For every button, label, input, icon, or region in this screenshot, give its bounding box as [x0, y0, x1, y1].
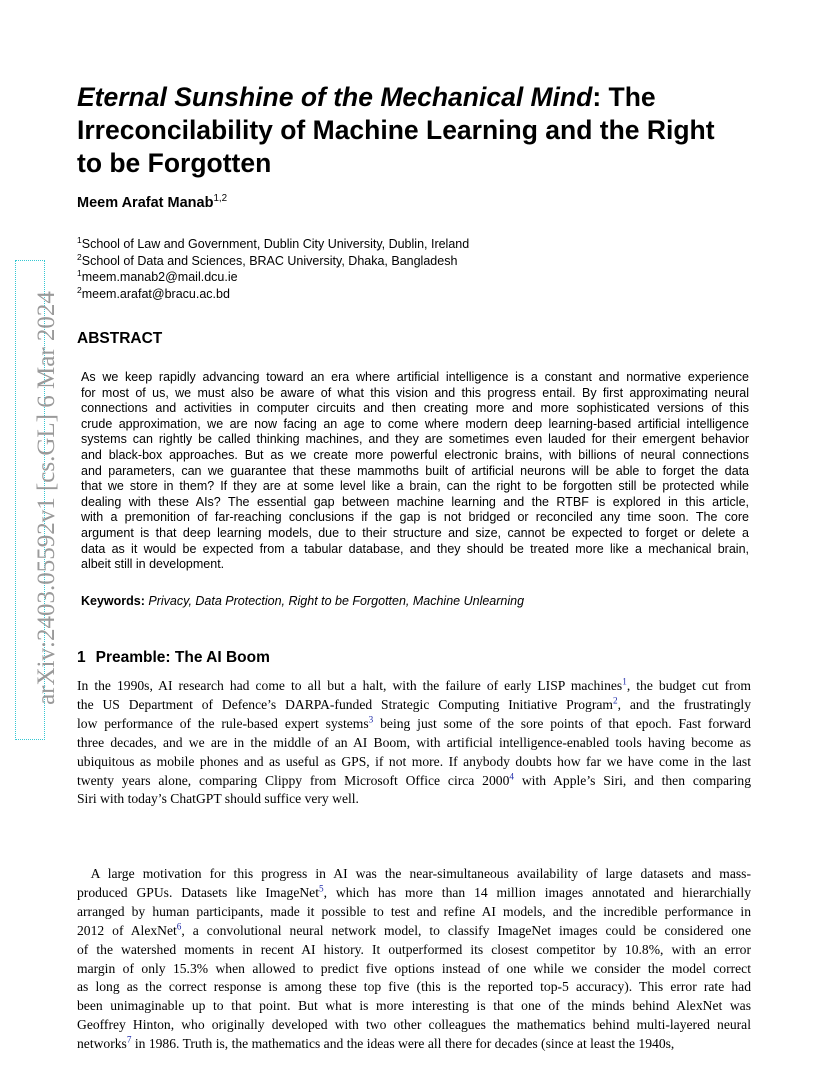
line-text: 2012 of AlexNet	[77, 922, 177, 938]
affiliation-line	[77, 236, 469, 253]
title-line-3: to be Forgotten	[77, 148, 272, 178]
affiliation-text: School of Data and Sciences, BRAC University, Dhaka, Bangladesh	[81, 253, 458, 268]
line-text: being just some of the sore points of that epoch. Fast forward	[373, 715, 751, 731]
paragraph-line	[77, 734, 751, 753]
paragraph-line	[77, 696, 751, 715]
paragraph-line	[77, 997, 751, 1016]
paragraph-line	[77, 677, 751, 696]
line-text: produced GPUs. Datasets like ImageNet	[77, 884, 319, 900]
footnote-link[interactable]: 1	[622, 676, 627, 687]
line-text: been unimaginable up to that point. But what is more interesting is that one of the minds behind AlexNet was	[77, 998, 751, 1014]
paragraph-line	[77, 772, 751, 791]
arxiv-stamp: arXiv:2403.05592v1 [cs.GL] 6 Mar 2024	[33, 291, 60, 705]
section-title: Preamble: The AI Boom	[95, 649, 270, 666]
line-text: the US Department of Defence’s DARPA-funded Strategic Computing Initiative Program	[77, 696, 613, 712]
affiliation-line	[77, 253, 469, 270]
email-line	[77, 269, 469, 286]
abstract-line: and parameters, can we guarantee that these mammoths built of artificial neurons will be able to forget the data	[81, 463, 749, 478]
footnote-link[interactable]: 7	[126, 1034, 132, 1045]
keywords	[81, 594, 524, 608]
abstract-body	[81, 370, 749, 573]
line-text: Geoffrey Hinton, who originally developed with two other colleagues the mathematics behind multi-layered neural	[77, 1017, 751, 1033]
affiliation-mark: 2	[77, 251, 82, 262]
line-text: of the watershed moments in recent AI history. It outperformed its closest competitor by 10.8%, with an error	[77, 941, 751, 957]
keywords-value: Privacy, Data Protection, Right to be Forgotten, Machine Unlearning	[148, 594, 525, 608]
line-text: with Apple’s Siri, and then comparing	[514, 772, 751, 788]
author-text: Meem Arafat Manab	[77, 195, 214, 211]
paragraph-line	[77, 1035, 751, 1054]
section-heading	[77, 649, 270, 667]
footnote-link[interactable]: 5	[319, 883, 324, 894]
line-text: Siri with today’s ChatGPT should suffice very well.	[77, 791, 359, 807]
title-line-2: Irreconcilability of Machine Learning and the Right	[77, 115, 715, 145]
abstract-line: As we keep rapidly advancing toward an era where artificial intelligence is a constant and normative experience	[81, 370, 749, 384]
affiliation-mark: 1	[77, 234, 82, 245]
footnote-link[interactable]: 2	[612, 695, 618, 706]
line-text: ubiquitous as mobile phones and as useful as GPS, if not more. If anybody doubts how far we have come in the last	[77, 753, 751, 769]
line-text: A large motivation for this progress in AI was the near-simultaneous availability of large datasets and mass-	[77, 866, 751, 881]
line-text: three decades, and we are in the middle of an AI Boom, with artificial intelligence-enabled tools having become as	[77, 734, 751, 750]
footnote-link[interactable]: 3	[368, 714, 374, 725]
paragraph-line	[77, 960, 751, 979]
paper-title	[77, 81, 767, 180]
paragraph-line	[77, 941, 751, 960]
line-text: arranged by human participants, made it possible to test and refine AI models, and the incredible performance in	[77, 903, 751, 919]
email-text[interactable]: meem.manab2@mail.dcu.ie	[81, 270, 238, 284]
affiliation-mark: 2	[77, 284, 82, 295]
paragraph-line	[77, 790, 751, 809]
footnote-link[interactable]: 4	[509, 771, 514, 781]
affiliations	[77, 236, 469, 302]
affiliation-text: School of Law and Government, Dublin City University, Dublin, Ireland	[81, 237, 470, 251]
author-affiliation-marks: 1,2	[213, 193, 228, 205]
line-text: low performance of the rule-based expert systems	[77, 715, 369, 731]
abstract-line: with a premonition of far-reaching conclusions if the gap is not bridged or reconciled any time soon. The core	[81, 510, 749, 525]
paragraph-2	[77, 865, 751, 1054]
line-text: as long as the correct response is among these top five (this is the reported top-5 accuracy). This error rate had	[77, 979, 751, 995]
author-name	[77, 195, 227, 211]
line-text: In the 1990s, AI research had come to all but a halt, with the failure of early LISP machines	[77, 678, 623, 693]
line-text: in 1986. Truth is, the mathematics and the ideas were all there for decades (since at least the 1940s,	[131, 1036, 675, 1052]
line-text: , and the frustratingly	[617, 696, 751, 712]
line-text: twenty years alone, comparing Clippy from Microsoft Office circa 2000	[77, 772, 510, 788]
line-text: networks	[77, 1036, 127, 1052]
abstract-line: albeit still in development.	[81, 557, 225, 572]
abstract-line: dealing with these AIs? The essential gap between machine learning and the RTBF is explored in this article,	[81, 494, 749, 509]
line-text: , a convolutional neural network model, to classify ImageNet images could be considered one	[181, 922, 751, 938]
title-rest: : The	[592, 82, 656, 112]
abstract-line: systems can rightly be called thinking machines, and they are sometimes even lauded for their emergent behavior	[81, 432, 749, 447]
abstract-line: crude approximation, we are now facing an age to come where modern deep learning-based artificial intelligence	[81, 416, 749, 431]
abstract-line: argument is that deep learning models, due to their structure and size, cannot be expected to forget or delete a	[81, 525, 749, 540]
paragraph-line	[77, 978, 751, 997]
keywords-label: Keywords:	[81, 594, 145, 608]
line-text: margin of only 15.3% when allowed to predict five options instead of one while we consider the model correct	[77, 960, 751, 976]
paragraph-line	[77, 884, 751, 903]
abstract-line: data as it would be expected from a tabular database, and they should be treated more like a mechanical brain,	[81, 541, 749, 556]
affiliation-mark: 1	[77, 267, 82, 278]
section-number: 1	[77, 649, 86, 666]
abstract-line: for most of us, we must also be aware of what this vision and this progress entail. By first approximating neural	[81, 385, 749, 400]
abstract-heading: ABSTRACT	[77, 330, 163, 347]
paragraph-line	[77, 903, 751, 922]
abstract-line: and black-box approaches. But as we create more powerful electronic brains, with billions of neural connections	[81, 447, 749, 462]
paragraph-line	[77, 865, 751, 884]
email-text[interactable]: meem.arafat@bracu.ac.bd	[81, 286, 230, 301]
paragraph-1	[77, 677, 751, 809]
email-line	[77, 286, 469, 303]
paragraph-line	[77, 753, 751, 772]
paragraph-line	[77, 715, 751, 734]
line-text: , the budget cut from	[626, 678, 751, 693]
abstract-line: connections and activities in computer circuits and then creating more and more sophisticated versions of this	[81, 401, 749, 416]
paragraph-line	[77, 922, 751, 941]
footnote-link[interactable]: 6	[176, 921, 182, 932]
title-italic: Eternal Sunshine of the Mechanical Mind	[77, 82, 593, 112]
line-text: , which has more than 14 million images annotated and hierarchially	[323, 884, 751, 900]
abstract-line: that we store in them? If they are at some level like a brain, can the right to be forgotten still be protected while	[81, 479, 749, 494]
paragraph-line	[77, 1016, 751, 1035]
